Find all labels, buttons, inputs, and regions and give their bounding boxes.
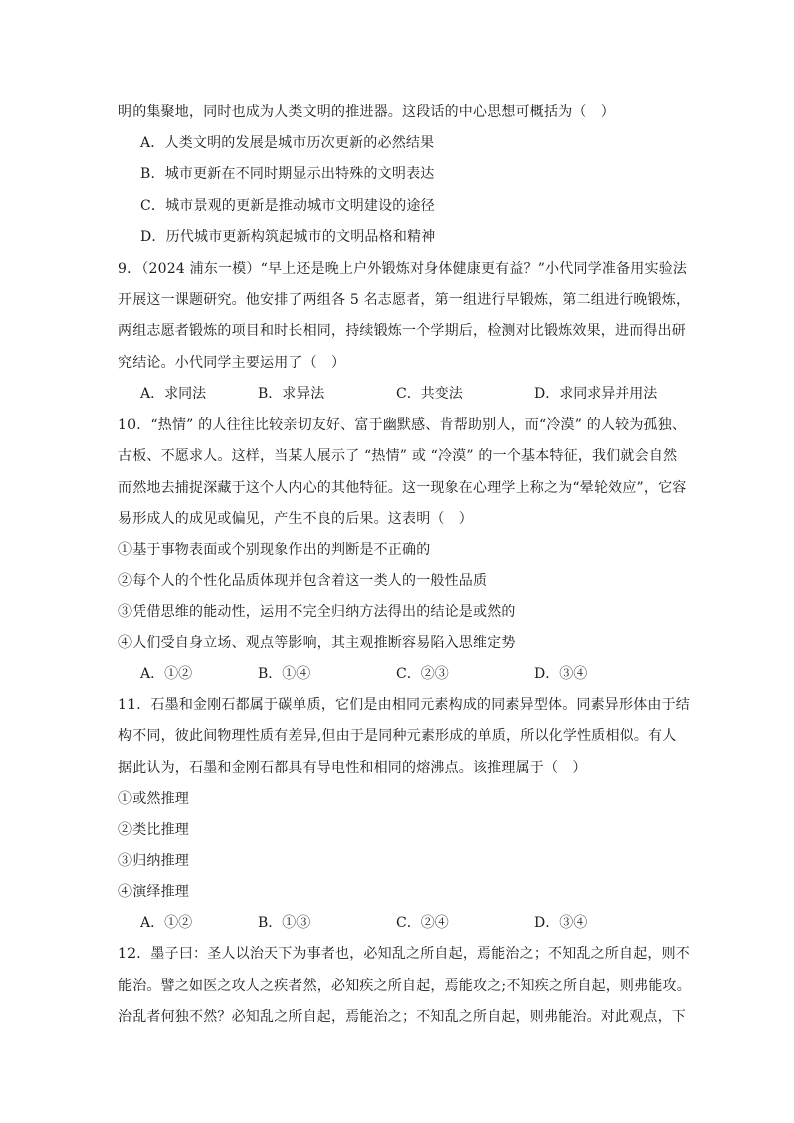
- q11-statement-1: ①或然推理: [118, 791, 189, 807]
- q12-stem-line-3: 治乱者何独不然？必知乱之所自起，焉能治之；不知乱之所自起，则弗能治。对此观点，下: [118, 1009, 686, 1025]
- q10-stem-line-4: 易形成人的成见或偏见，产生不良的后果。这表明（ ）: [118, 511, 473, 527]
- q12-stem-line-2: 能治。譬之如医之攻人之疾者然，必知疾之所自起，焉能攻之;不知疾之所自起，则弗能攻。: [118, 978, 691, 994]
- q8-option-c: C．城市景观的更新是推动城市文明建设的途径: [140, 198, 435, 214]
- q11-option-d: D．③④: [534, 915, 588, 931]
- q8-option-a: A．人类文明的发展是城市历次更新的必然结果: [140, 135, 435, 151]
- q10-stem-line-2: 古板、不愿求人。这样，当某人展示了 “热情” 或 “冷漠” 的一个基本特征，我们就会自然: [118, 448, 678, 464]
- q10-option-b: B．①④: [258, 666, 311, 682]
- q9-option-d: D．求同求异并用法: [534, 386, 658, 402]
- q10-option-d: D．③④: [534, 666, 588, 682]
- q9-stem-line-3: 两组志愿者锻炼的项目和时长相同，持续锻炼一个学期后，检测对比锻炼效果，进而得出研: [118, 323, 686, 339]
- q10-stem-line-1: 10．“热情” 的人往往比较亲切友好、富于幽默感、肯帮助别人，而“冷漠” 的人较为孤独、: [118, 417, 687, 433]
- q11-stem-line-2: 构不同，彼此间物理性质有差异,但由于是同种元素形成的单质，所以化学性质相似。有人: [118, 728, 677, 744]
- q9-option-b: B．求异法: [258, 386, 325, 402]
- q11-stem-line-1: 11．石墨和金刚石都属于碳单质，它们是由相同元素构成的同素异型体。同素异形体由于结: [118, 697, 691, 713]
- q8-option-d: D．历代城市更新构筑起城市的文明品格和精神: [140, 229, 436, 245]
- q10-option-a: A．①②: [140, 666, 193, 682]
- q9-stem-line-1: 9．（2024 浦东一模）“早上还是晚上户外锻炼对身体健康更有益？”小代同学准备用实验法: [118, 261, 688, 277]
- q10-stem-line-3: 而然地去捕捉深藏于这个人内心的其他特征。这一现象在心理学上称之为“晕轮效应”，它容: [118, 480, 687, 496]
- q11-statement-3: ③归纳推理: [118, 853, 189, 869]
- q8-option-b: B．城市更新在不同时期显示出特殊的文明表达: [140, 166, 435, 182]
- q9-stem-line-2: 开展这一课题研究。他安排了两组各 5 名志愿者，第一组进行早锻炼，第二组进行晚锻炼，: [118, 292, 691, 308]
- q11-option-a: A．①②: [140, 915, 193, 931]
- q9-stem-line-4: 究结论。小代同学主要运用了（ ）: [118, 355, 346, 371]
- q10-statement-4: ④人们受自身立场、观点等影响，其主观推断容易陷入思维定势: [118, 635, 516, 651]
- q11-option-b: B．①③: [258, 915, 311, 931]
- q10-option-c: C．②③: [396, 666, 449, 682]
- q10-statement-2: ②每个人的个性化品质体现并包含着这一类人的一般性品质: [118, 573, 488, 589]
- q12-stem-line-1: 12．墨子曰：圣人以治天下为事者也，必知乱之所自起，焉能治之；不知乱之所自起，则不: [118, 946, 691, 962]
- q8-stem-tail: 明的集聚地，同时也成为人类文明的推进器。这段话的中心思想可概括为（ ）: [118, 104, 615, 120]
- q9-option-a: A．求同法: [140, 386, 207, 402]
- q11-stem-line-3: 据此认为，石墨和金刚石都具有导电性和相同的熔沸点。该推理属于（ ）: [118, 760, 587, 776]
- q10-statement-1: ①基于事物表面或个别现象作出的判断是不正确的: [118, 542, 431, 558]
- q11-option-c: C．②④: [396, 915, 449, 931]
- q11-statement-4: ④演绎推理: [118, 884, 189, 900]
- q10-statement-3: ③凭借思维的能动性，运用不完全归纳方法得出的结论是或然的: [118, 604, 516, 620]
- q9-option-c: C．共变法: [396, 386, 463, 402]
- q11-statement-2: ②类比推理: [118, 822, 189, 838]
